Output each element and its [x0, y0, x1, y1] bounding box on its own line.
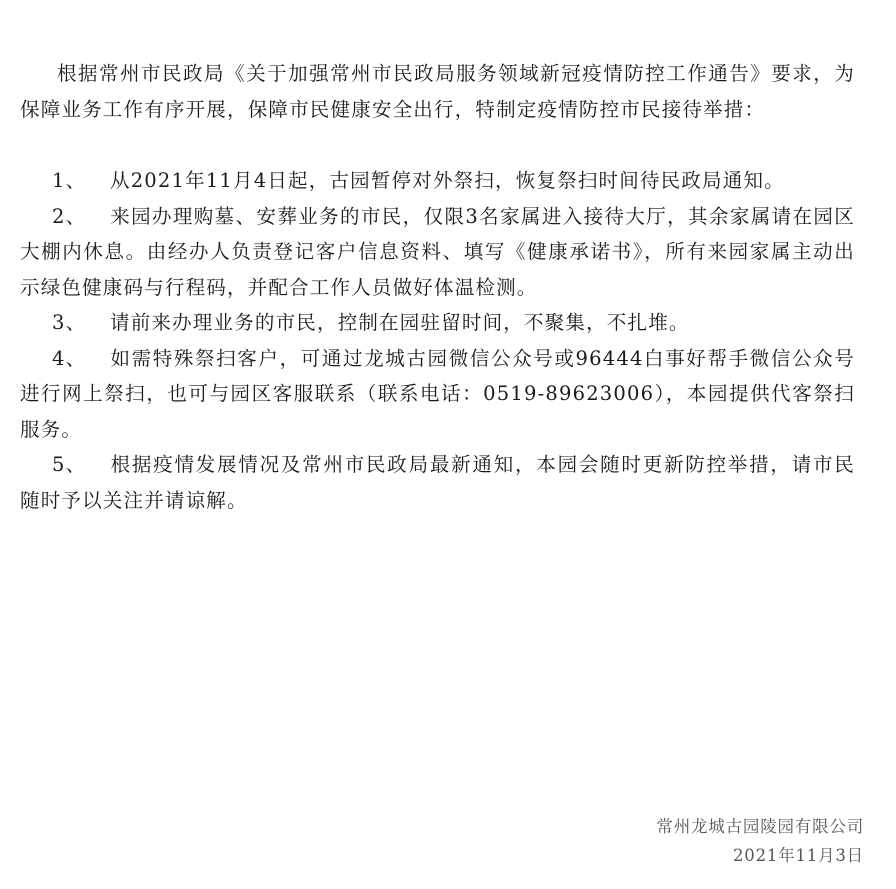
organization-name: 常州龙城古园陵园有限公司 [656, 817, 864, 836]
intro-paragraph: 根据常州市民政局《关于加强常州市民政局服务领域新冠疫情防控工作通告》要求，为保障业务工作有序开展，保障市民健康安全出行，特制定疫情防控市民接待举措： [20, 62, 855, 121]
item-number: 4、 [52, 346, 87, 370]
item-text: 如需特殊祭扫客户，可通过龙城古园微信公众号或96444白事好帮手微信公众号进行网上祭扫，也可与园区客服联系（联系电话：0519-89623006），本园提供代客祭扫服务。 [20, 346, 855, 441]
item-text: 根据疫情发展情况及常州市民政局最新通知，本园会随时更新防控举措，请市民随时予以关注并请谅解。 [20, 453, 855, 512]
item-text: 从2021年11月4日起，古园暂停对外祭扫，恢复祭扫时间待民政局通知。 [110, 169, 785, 192]
notice-document [20, 56, 855, 518]
issue-date: 2021年11月3日 [733, 846, 864, 865]
list-item [20, 341, 855, 448]
spacer [20, 127, 855, 163]
list-item [20, 199, 855, 306]
item-number: 3、 [52, 311, 87, 334]
item-number: 5、 [52, 453, 87, 476]
item-number: 2、 [52, 204, 87, 228]
item-text: 来园办理购墓、安葬业务的市民，仅限3名家属进入接待大厅，其余家属请在园区大棚内休息。由经办人负责登记客户信息资料、填写《健康承诺书》，所有来园家属主动出示绿色健康码与行程码，并配合工作人员做好体温检测。 [20, 204, 855, 299]
item-text: 请前来办理业务的市民，控制在园驻留时间，不聚集，不扎堆。 [110, 311, 690, 334]
list-item [20, 305, 855, 341]
signature-block [656, 812, 864, 870]
list-item [20, 447, 855, 518]
list-item [20, 163, 855, 199]
item-number: 1、 [52, 169, 87, 192]
